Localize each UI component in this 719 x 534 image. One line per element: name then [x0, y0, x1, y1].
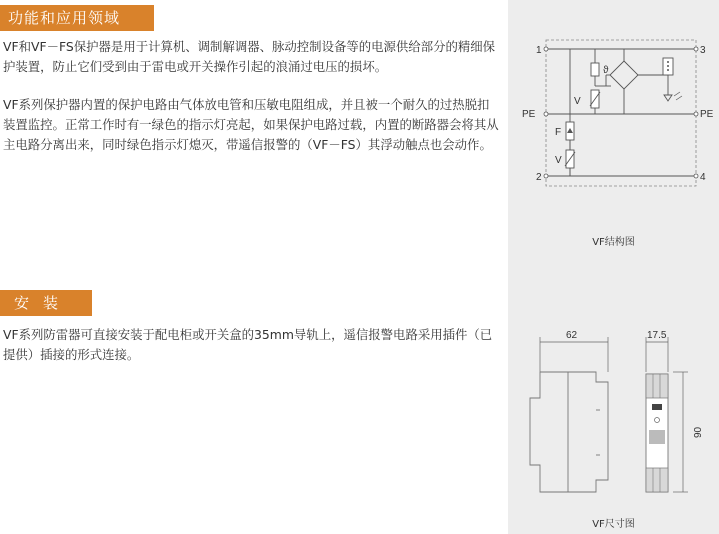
terminal-4-label: 4 — [700, 172, 706, 183]
width-dimension-label: 62 — [566, 330, 578, 341]
device-front-view — [646, 374, 668, 492]
terminal-pe-right-label: PE — [700, 109, 714, 120]
terminal-2-label: 2 — [536, 172, 542, 183]
f-label: F — [555, 127, 562, 138]
dimension-diagram — [508, 0, 719, 534]
structure-caption: VF结构图 — [592, 237, 635, 248]
device-side-view — [530, 372, 608, 492]
section-title-install: 安装 — [0, 290, 92, 316]
v-top-label: V — [574, 96, 581, 107]
depth-dimension-label: 17.5 — [647, 330, 667, 341]
terminal-pe-left-label: PE — [522, 109, 536, 120]
theta-label: ϑ — [603, 65, 609, 76]
section-title-function: 功能和应用领域 — [0, 5, 154, 31]
v-bottom-label: V — [555, 155, 562, 166]
function-paragraph-1: VF和VF－FS保护器是用于计算机、调制解调器、脉动控制设备等的电源供给部分的精细保护装置，防止它们受到由于雷电或开关操作引起的浪涌过电压的损坏。 — [3, 39, 496, 74]
dimension-caption: VF尺寸图 — [592, 519, 635, 530]
function-paragraph-2: VF系列保护器内置的保护电路由气体放电管和压敏电阻组成，并且被一个耐久的过热脱扣装置监控。正常工作时有一绿色的指示灯亮起，如果保护电路过载，内置的断路器会将其从主电路分离出来，同时绿色指示灯熄灭，带遥信报警的（VF－FS）其浮动触点也会动作。 — [3, 97, 499, 152]
diagram-panel — [508, 0, 719, 534]
height-dimension-label: 90 — [693, 426, 704, 438]
terminal-3-label: 3 — [700, 45, 706, 56]
install-paragraph: VF系列防雷器可直接安装于配电柜或开关盒的35mm导轨上，遥信报警电路采用插件（已提供）插接的形式连接。 — [3, 327, 493, 362]
terminal-1-label: 1 — [536, 45, 542, 56]
